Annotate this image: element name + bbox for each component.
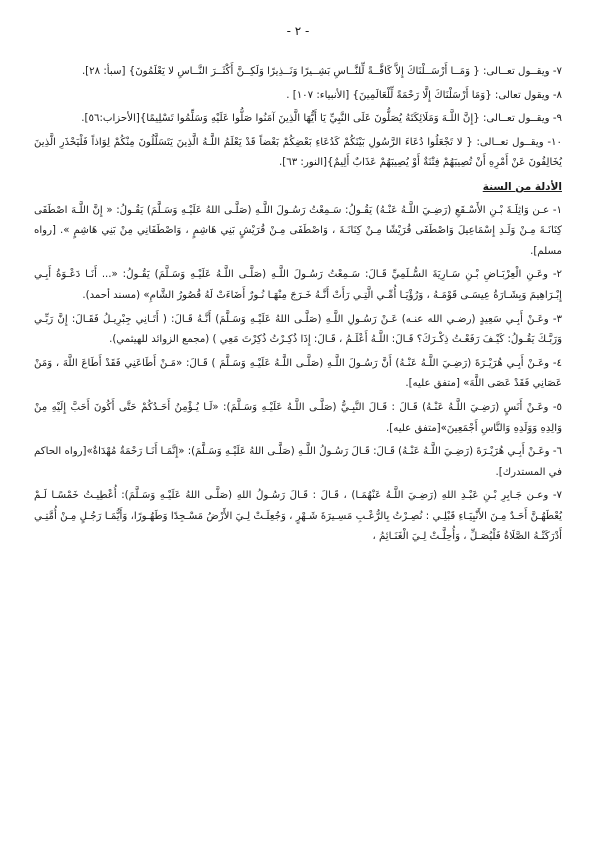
page-body (34, 62, 562, 551)
hadith-item-7: ٧- وعـن جَـابِرِ بْـنِ عَبْـدِ اللهِ (رَضِـيَ اللَّـهُ عَنْهُمَـا) ، قَـالَ : قَـالَ رَسُـولُ اللهِ (صَلَّـى اللهُ عَلَيْـهِ وَسَـلَّمَ): أُعْطِيـتُ خَمْسًـا لَـمْ يُعْطَهُـنَّ أَحَـدٌ مِـنَ الأَنْبِيَـاءِ قَبْلِـي : نُصِـرْتُ بِالرُّعْـبِ مَسِـيرَةَ شَـهْرٍ ، وَجُعِلَـتْ لِـيَ الأَرْضُ مَسْـجِدًا وَطَهُـورًا، وَأَيُّمَـا رَجُـلٍ مِـنْ أُمَّتِـي أَدْرَكَتْـهُ الصَّلَاةُ فَلْيُصَـلِّ ، وَأُحِلَّـتْ لِـيَ الْغَنَـائِمُ ، (34, 490, 562, 543)
quran-evidence-item-10: ١٠- ويقــول تعــالى: { لا تَجْعَلُوا دُعَاءَ الرَّسُولِ بَيْنَكُمْ كَدُعَاءِ بَعْضِكُمْ بَعْضاً قَدْ يَعْلَمُ اللَّـهُ الَّذِينَ يَتَسَلَّلُونَ مِنْكُمْ لِوَاذاً فَلْيَحْذَرِ الَّذِينَ يُخَالِفُونَ عَنْ أَمْرِهِ أَنْ تُصِيبَهُمْ فِتْنَةٌ أَوْ يُصِيبَهُمْ عَذَابٌ أَلِيمٌ}[النور: ٦٣]. (34, 136, 562, 169)
hadith-item-5: ٥- وعَـنْ أَنَسٍ (رَضِـيَ اللَّـهُ عَنْـهُ) قَـالَ : قَـالَ النَّبِـيُّ (صَلَّـى اللَّـهُ عَلَيْـهِ وَسَـلَّمَ): «لَـا يُـؤْمِنُ أَحَـدُكُمْ حَتَّى أَكُونَ أَحَبَّ إِلَيْهِ مِنْ وَالِدِهِ وَوَلَدِهِ وَالنَّاسِ أَجْمَعِينَ»[متفق عليه]. (34, 401, 562, 434)
hadith-item-3: ٣- وعَـنْ أَبِـي سَعِيدٍ (رضـي الله عنـه) عَـنْ رَسُـولِ اللَّـهِ (صَلَّـى اللهُ عَلَيْـهِ وَسَـلَّمَ) أَنَّـهُ قَـالَ: ( أَتَـانِي جِبْرِيـلُ فَقَـالَ: إِنَّ رَبِّـي وَرَبَّـكَ يَقُـولُ: كَيْـفَ رَفَعْـتُ ذِكْـرَكَ؟ قَـالَ: اللَّـهُ أَعْلَـمُ ، قَـالَ: إِذَا ذُكِـرْتُ ذُكِرْتَ مَعِي ) (مجمع الزوائد للهيثمي). (34, 313, 562, 346)
sunnah-section-heading: الأدلة من السنة (482, 180, 562, 193)
quran-evidence-item-8: ٨- ويقول تعالى: {وَمَا أَرْسَلْنَاكَ إِلَّا رَحْمَةً لِّلْعَالَمِينَ} [الأنبياء: ١٠٧] . (286, 89, 562, 101)
quran-evidence-item-9: ٩- ويقــول تعــالى: {إِنَّ اللَّـهَ وَمَلَائِكَتَهُ يُصَلُّونَ عَلَى النَّبِيِّ يَا أَيُّهَا الَّذِينَ آمَنُوا صَلُّوا عَلَيْهِ وَسَلِّمُوا تَسْلِيمًا}[الأحزاب:٥٦]. (81, 113, 562, 125)
page-number: - ٢ - (286, 24, 310, 38)
quran-evidence-item-7: ٧- ويقــول تعــالى: { وَمَــا أَرْسَــلْنَاكَ إِلاَّ كَافَّــةً لِّلنَّــاسِ بَشِــيرًا وَنَــذِيرًا وَلَكِــنَّ أَكْثَــرَ النَّــاسِ لا يَعْلَمُونَ} [سبأ: ٢٨]. (81, 66, 562, 77)
hadith-item-4: ٤- وعَـنْ أَبِـي هُرَيْـرَةَ (رَضِـيَ اللَّـهُ عَنْـهُ) أَنَّ رَسُـولَ اللَّـهِ (صَلَّـى اللَّـهُ عَلَيْـهِ وَسَـلَّمَ ) قَـالَ: «مَـنْ أَطَاعَنِي فَقَدْ أَطَاعَ اللَّهَ ، وَمَنْ عَصَانِي فَقَدْ عَصَى اللَّهَ» [متفق عليه]. (34, 357, 562, 390)
hadith-item-6: ٦- وعَـنْ أَبِـي هُرَيْـرَةَ (رَضِـيَ اللَّـهُ عَنْـهُ) قَـالَ: قَـالَ رَسُـولُ اللَّـهِ (صَلَّـى اللهُ عَلَيْـهِ وَسَـلَّمَ): «إِنَّمَـا أَنَـا رَحْمَةٌ مُهْدَاةٌ»[رواه الحاكم في المستدرك]. (34, 446, 562, 478)
hadith-item-2: ٢- وعَـنِ الْعِرْبَـاضِ بْـنِ سَـارِيَةَ السُّـلَمِيِّ قَـالَ: سَـمِعْتُ رَسُـولَ اللَّـهِ (صَلَّـى اللَّـهُ عَلَيْـهِ وَسَـلَّمَ) يَقُـولُ: «... أَنَـا دَعْـوَةُ أَبِـي إِبْـرَاهِيمَ وَبِشَـارَةُ عِيسَـى قَوْمَـهُ ، وَرُؤْيَـا أُمِّـي الَّتِـي رَأَتْ أَنَّـهُ خَـرَجَ مِنْهَـا نُـورٌ أَضَاءَتْ لَهُ قُصُورُ الشَّامِ» (مسند أحمد). (34, 269, 562, 301)
hadith-item-1: ١- عـن وَاثِلَـةَ بْـنِ الأَسْـقَعِ (رَضِـيَ اللَّـهُ عَنْـهُ) يَقُـولُ: سَـمِعْتُ رَسُـولَ اللَّـهِ (صَلَّـى اللهُ عَلَيْـهِ وَسَـلَّمَ) يَقُـولُ: « إِنَّ اللَّـهَ اصْطَفَى كِنَانَـةَ مِـنْ وَلَـدِ إِسْمَاعِيلَ وَاصْطَفَى قُرَيْشًا مِـنْ كِنَانَـةَ ، وَاصْطَفَى مِـنْ قُرَيْشٍ بَنِي هَاشِمٍ ، وَاصْطَفَانِي مِنْ بَنِي هَاشِمٍ ». [رواه مسلم]. (34, 204, 562, 257)
quran-evidence-section (34, 62, 562, 174)
sunnah-evidence-section (34, 177, 562, 548)
